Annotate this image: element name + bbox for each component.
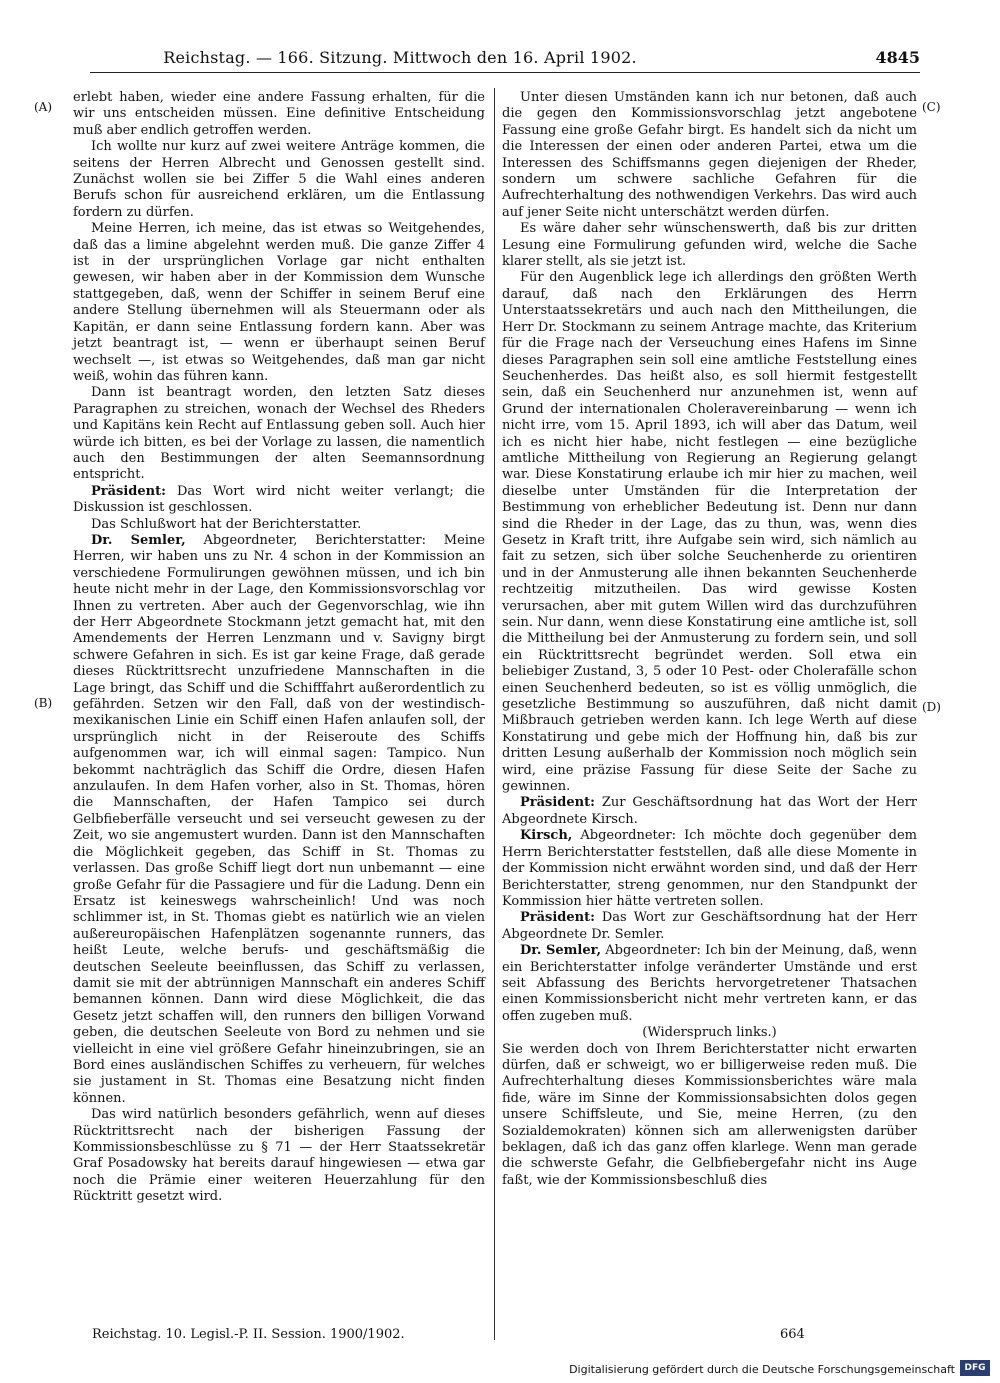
page-number: 4845 xyxy=(875,48,920,67)
paragraph xyxy=(502,828,917,910)
paragraph-text: Für den Augenblick lege ich allerdings den größten Werth darauf, daß nach den Erklärungen des Herrn Unterstaatssekretärs und auch nach den Mittheilungen, die Herr Dr. Stockmann zu seinem Antrage machte, das Kriterium für die Frage nach der Verseuchung eines Hafens im Sinne dieses Paragraphen sein soll eine amtliche Feststellung eines Seuchenherdes. Das heißt also, es soll hiermit festgestellt sein, daß ein Seuchenherd nur anzunehmen ist, wenn auf Grund der internationalen Choleravereinbarung — wenn ich nicht irre, vom 15. April 1893, ich will aber das Datum, weil ich es nicht hier habe, nicht festlegen — eine bezügliche amtliche Mittheilung von Regierung an Regierung gelangt war. Diese Konstatirung erlaube ich mir hier zu machen, weil dieselbe unter Umständen für die Interpretation der Bestimmung von erheblicher Bedeutung ist. Denn nur dann sind die Rheder in der Lage, das zu thun, was, wenn dies Gesetz in Kraft tritt, ihre Aufgabe sein wird, sich nämlich au fait zu setzen, sich über solche Seuchenherde zu orientiren und in der Anmusterung alle ihnen bekannten Seuchenherde rechtzeitig mitzutheilen. Das wird gewisse Kosten verursachen, aber mit gutem Willen wird das durchzuführen sein. Nur dann, wenn diese Konstatirung eine amtliche ist, soll die Mittheilung bei der Anmusterung zu fordern sein, und soll ein Rücktrittsrecht begründet werden. Soll etwa ein beliebiger Zustand, 3, 5 oder 10 Pest- oder Cholerafälle schon einen Seuchenherd bedeuten, so ist es völlig unmöglich, die gesetzliche Bestimmung so auszuführen, daß nicht damit Mißbrauch getrieben werden kann. Ich lege Werth auf diese Konstatirung und gebe mich der Hoffnung hin, daß bis zur dritten Lesung außerhalb der Kommission noch möglich sein wird, eine präzise Fassung für diese Seite der Sache zu gewinnen. xyxy=(502,270,917,795)
margin-mark-d: (D) xyxy=(922,700,941,714)
running-title: Reichstag. — 166. Sitzung. Mittwoch den 16. April 1902. xyxy=(163,48,637,67)
speaker-name: Präsident: xyxy=(520,910,595,926)
speaker-name: Dr. Semler, xyxy=(91,532,186,548)
paragraph-text: Es wäre daher sehr wünschenswerth, daß bis zur dritten Lesung eine Formulirung gefunden wird, welche die Sache klarer stellt, als sie jetzt ist. xyxy=(502,221,917,270)
paragraph xyxy=(73,484,485,517)
paragraph xyxy=(502,1042,917,1190)
speaker-name: Kirsch, xyxy=(520,828,573,844)
paragraph xyxy=(502,1025,917,1041)
paragraph xyxy=(73,221,485,385)
paragraph-text: Dann ist beantragt worden, den letzten Satz dieses Paragraphen zu streichen, wonach der Wechsel des Rheders und Kapitäns kein Recht auf Entlassung geben soll. Auch hier würde ich bitten, es bei der Vorlage zu lassen, die namentlich auch den Bestimmungen der alten Seemannsordnung entspricht. xyxy=(73,385,485,483)
digitization-bar xyxy=(0,1355,1000,1383)
paragraph-text: erlebt haben, wieder eine andere Fassung erhalten, für die wir uns entscheiden müssen. Eine definitive Entscheidung muß aber endlich getroffen werden. xyxy=(73,90,485,138)
speaker-name: Präsident: xyxy=(520,795,595,811)
paragraph xyxy=(73,533,485,1107)
paragraph-text: Das Schlußwort hat der Berichterstatter. xyxy=(91,516,362,532)
left-text-column xyxy=(73,90,485,1206)
paragraph xyxy=(73,385,485,483)
digitization-note: Digitalisierung gefördert durch die Deutsche Forschungsgemeinschaft xyxy=(569,1363,955,1376)
paragraph-text: Ich wollte nur kurz auf zwei weitere Anträge kommen, die seitens der Herren Albrecht und Genossen gestellt sind. Zunächst wollen sie bei Ziffer 5 die Wahl eines anderen Berufs schon für ausreichend erklären, um die Entlassung fordern zu dürfen. xyxy=(73,139,485,220)
paragraph-text: Sie werden doch von Ihrem Berichterstatter nicht erwarten dürfen, daß er schweigt, wo er billigerweise reden muß. Die Aufrechterhaltung dieses Kommissionsberichtes wäre mala fide, wäre im Sinne der Kommissionsabsichten dolos gegen unsere Schiffsleute, und Sie, meine Herren, (zu den Sozialdemokraten) können sich am allerwenigsten darüber beklagen, daß ich das ganz offen klarlege. Wenn man gerade die schwerste Gefahr, die Gelbfiebergefahr nicht ins Auge faßt, wie der Kommissionsbeschluß dies xyxy=(502,1041,917,1188)
paragraph xyxy=(502,910,917,943)
paragraph xyxy=(73,1107,485,1205)
paragraph xyxy=(73,90,485,139)
page-header xyxy=(90,44,920,73)
paragraph xyxy=(73,139,485,221)
speaker-name: Präsident: xyxy=(91,483,166,499)
paragraph xyxy=(502,795,917,828)
margin-mark-b: (B) xyxy=(34,696,53,710)
paragraph xyxy=(502,90,917,221)
paragraph-text: Das wird natürlich besonders gefährlich, wenn auf dieses Rücktrittsrecht nach der bisherigen Fassung der Kommissionsbeschlüsse zu § 71 — der Herr Staatssekretär Graf Posadowsky hat bereits darauf hingewiesen — etwa gar noch die Prämie einer weiteren Heuerzahlung für den Rücktritt gesetzt wird. xyxy=(73,1107,485,1205)
paragraph-text: Zur Geschäftsordnung hat das Wort der Herr Abgeordnete Kirsch. xyxy=(502,795,917,827)
footer-session-info: Reichstag. 10. Legisl.-P. II. Session. 1900/1902. xyxy=(92,1327,405,1342)
right-text-column xyxy=(502,90,917,1189)
paragraph-text: Das Wort wird nicht weiter verlangt; die Diskussion ist geschlossen. xyxy=(73,483,485,516)
footer-sheet-number: 664 xyxy=(780,1327,805,1342)
paragraph-text: Das Wort zur Geschäftsordnung hat der Herr Abgeordnete Dr. Semler. xyxy=(502,910,917,942)
paragraph xyxy=(502,270,917,795)
paragraph xyxy=(502,221,917,270)
speaker-name: Dr. Semler, xyxy=(520,943,602,959)
dfg-logo: DFG xyxy=(960,1360,990,1376)
paragraph-text: Abgeordneter: Ich bin der Meinung, daß, wenn ein Berichterstatter infolge veränderter Umstände und erst seit Abfassung des Berichts hervorgetretener Thatsachen einen Kommissionsbericht nicht mehr vertreten kann, er das offen zugeben muß. xyxy=(502,943,917,1024)
paragraph xyxy=(73,517,485,533)
paragraph xyxy=(502,943,917,1025)
margin-mark-c: (C) xyxy=(922,100,941,114)
paragraph-text: Abgeordneter, Berichterstatter: Meine Herren, wir haben uns zu Nr. 4 schon in der Kommission an verschiedene Formulirungen gewöhnen müssen, und ich bin heute nicht mehr in der Lage, den Kommissionsvorschlag vor Ihnen zu vertreten. Aber auch der Gegenvorschlag, wie ihn der Herr Abgeordnete Stockmann jetzt gemacht hat, mit den Amendements der Herren Lenzmann und v. Savigny birgt schwere Gefahren in sich. Es ist gar keine Frage, daß gerade dieses Rücktrittsrecht unzufriedene Mannschaften in die Lage bringt, das Schiff und die Schifffahrt außerordentlich zu gefährden. Setzen wir den Fall, daß von der westindisch-mexikanischen Linie ein Schiff einen Hafen anlaufen soll, der ursprünglich nicht in der Reiseroute des Schiffs aufgenommen war, ich will einmal sagen: Tampico. Nun bekommt nachträglich das Schiff die Ordre, diesen Hafen anzulaufen. In dem Hafen vorher, also in St. Thomas, hören die Mannschaften, der Hafen Tampico sei durch Gelbfieberfälle verseucht und sei verseucht gewesen zu der Zeit, wo sie angemustert wurden. Dann ist den Mannschaften die Möglichkeit gegeben, das Schiff in St. Thomas zu verlassen. Das große Schiff liegt dort nun unbemannt — eine große Gefahr für die Passagiere und für die Ladung. Denn ein Ersatz ist keineswegs wahrscheinlich! Und was noch schlimmer ist, in St. Thomas giebt es natürlich wie an vielen außereuropäischen Hafenplätzen sogenannte runners, das heißt Leute, welche berufs- und geschäftsmäßig die deutschen Seeleute beeinflussen, das Schiff zu verlassen, damit sie mit der abtrünnigen Mannschaft ein anderes Schiff bemannen können. Dann wird diese Möglichkeit, die das Gesetz jetzt schaffen will, den runners den billigen Vorwand geben, die deutschen Seeleute von Bord zu nehmen und sie vielleicht in eine viel größere Gefahr hineinzubringen, sie an Bord eines ausländischen Schiffes zu verheuern, für welches sie justament in St. Thomas eine Besatzung nicht finden können. xyxy=(73,532,485,1106)
paragraph-text: Meine Herren, ich meine, das ist etwas so Weitgehendes, daß das a limine abgelehnt werden muß. Die ganze Ziffer 4 ist in der ursprünglichen Vorlage gar nicht enthalten gewesen, wir haben aber in der Kommission dem Wunsche stattgegeben, daß, wenn der Schiffer in seinem Beruf eine andere Stellung übernehmen will als Steuermann oder als Kapitän, er dann seine Entlassung fordern kann. Aber was jetzt beantragt ist, — wenn er überhaupt seinen Beruf wechselt —, ist etwas so Weitgehendes, daß man gar nicht weiß, wohin das führen kann. xyxy=(73,221,485,384)
paragraph-text: Unter diesen Umständen kann ich nur betonen, daß auch die gegen den Kommissionsvorschlag jetzt angebotene Fassung eine große Gefahr birgt. Es handelt sich da nicht um die Interessen der einen oder anderen Partei, etwa um die Interessen des Schiffsmanns gegen diejenigen der Rheder, sondern um schwere sachliche Gefahren für die Aufrechterhaltung des nothwendigen Verkehrs. Das wird auch auf jener Seite nicht unterschätzt werden dürfen. xyxy=(502,90,917,220)
paragraph-text: (Widerspruch links.) xyxy=(642,1025,777,1041)
column-divider xyxy=(494,88,495,1340)
paragraph-text: Abgeordneter: Ich möchte doch gegenüber dem Herrn Berichterstatter feststellen, daß alle diese Momente in der Kommission nicht erwähnt worden sind, und daß der Herr Berichterstatter, streng genommen, nur den Standpunkt der Kommission hier hätte vertreten sollen. xyxy=(502,828,917,909)
margin-mark-a: (A) xyxy=(34,100,53,114)
